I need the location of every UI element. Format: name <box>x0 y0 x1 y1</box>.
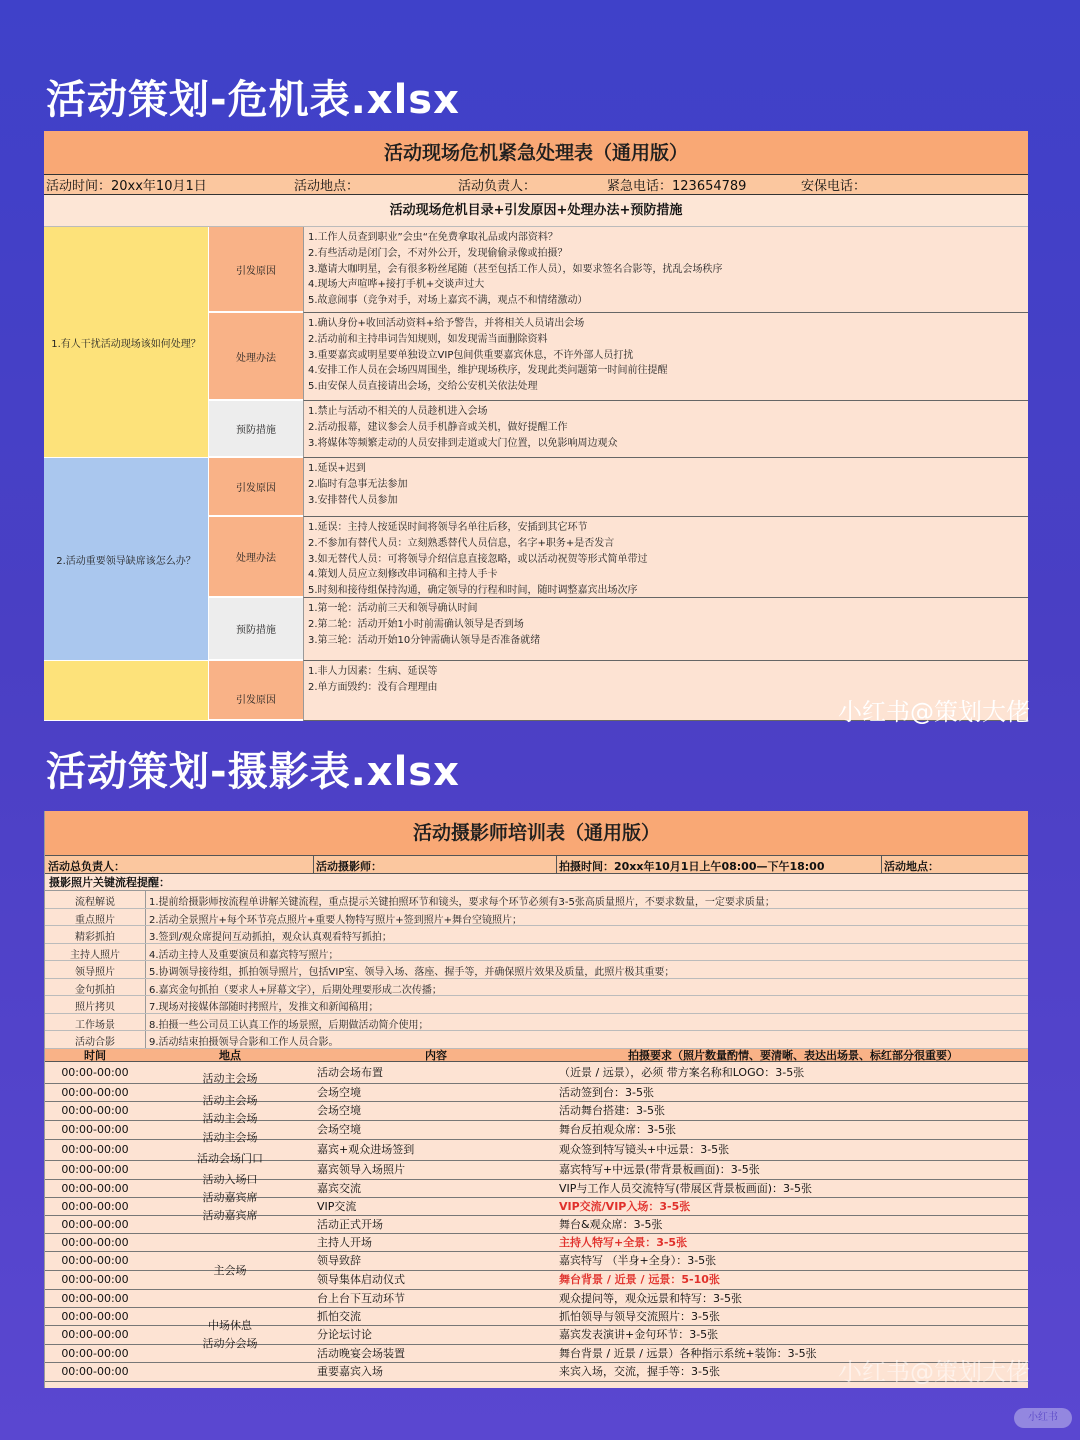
location-cell: 中场休息 <box>208 1318 252 1332</box>
info-security: 安保电话： <box>801 179 867 194</box>
location-cell: 活动主会场 <box>202 1130 258 1144</box>
line: 1.禁止与活动不相关的人员趁机进入会场 <box>308 406 488 417</box>
line: 2.单方面毁约：没有合理理由 <box>308 681 438 693</box>
q3-cause-label: 引发原因 <box>208 661 303 721</box>
row-time: 00:00-00:00 <box>61 1181 129 1195</box>
keypoint-key: 活动合影 <box>75 1037 115 1048</box>
row-requirement: （近景 / 远景），必须 带方案名称和LOGO：3-5张 <box>559 1065 805 1079</box>
line: 3.邀请大咖明星，会有很多粉丝尾随（甚至包括工作人员），如要求签名合影等，扰乱会场秩序 <box>308 263 723 275</box>
row-requirement: 活动舞台搭建：3-5张 <box>559 1103 665 1117</box>
row-requirement: VIP与工作人员交流特写(带展区背景板画面)：3-5张 <box>559 1181 812 1195</box>
keypoints-title: 摄影照片关键流程提醒： <box>45 874 1028 891</box>
row-time: 00:00-00:00 <box>61 1162 129 1176</box>
photo-table-title: 活动摄影师培训表（通用版） <box>45 811 1028 856</box>
keypoint-row <box>45 979 1028 997</box>
line: 3.如无替代人员：可将领导介绍信息直接忽略，或以活动祝贺等形式简单带过 <box>308 553 648 565</box>
keypoint-key: 照片拷贝 <box>75 1002 115 1013</box>
row-content: 会场空境 <box>317 1085 361 1099</box>
row-requirement: 嘉宾特写 （半身+全身）：3-5张 <box>559 1253 717 1267</box>
row-requirement: VIP交流/VIP入场：3-5张 <box>559 1199 691 1213</box>
row-requirement: 舞台反拍观众席：3-5张 <box>559 1122 676 1136</box>
schedule-row <box>45 1234 1028 1252</box>
line: 2.临时有急事无法参加 <box>308 478 408 490</box>
keypoint-value: 7.现场对接媒体部随时拷照片，发推文和新闻稿用； <box>149 1002 379 1013</box>
q1-prevent-content <box>303 401 1028 458</box>
keypoint-row <box>45 909 1028 927</box>
line: 2.不参加有替代人员：立刻熟悉替代人员信息，名字+职务+是否发言 <box>308 537 615 549</box>
q2-question: 2.活动重要领导缺席该怎么办？ <box>44 458 208 661</box>
row-content: 会场空境 <box>317 1103 361 1117</box>
info-photographer: 活动摄影师： <box>316 860 382 873</box>
q1-cause-label: 引发原因 <box>208 227 303 313</box>
watermark: 小红书@策划大佬 <box>838 1358 1030 1386</box>
row-time: 00:00-00:00 <box>61 1142 129 1156</box>
info-place: 活动地点： <box>884 860 939 873</box>
keypoint-value: 8.拍摄一些公司员工认真工作的场景照，后期做活动简介使用； <box>149 1019 429 1031</box>
watermark: 小红书@策划大佬 <box>838 698 1030 726</box>
q1-cause-content <box>303 227 1028 313</box>
q3-question <box>44 661 208 721</box>
crisis-table-title: 活动现场危机紧急处理表（通用版） <box>44 131 1028 175</box>
row-content: 分论坛讨论 <box>317 1327 372 1341</box>
section1-heading: 活动策划-危机表.xlsx <box>46 77 460 123</box>
row-time: 00:00-00:00 <box>61 1291 129 1305</box>
row-content: 台上台下互动环节 <box>317 1291 405 1305</box>
row-content: 领导集体启动仪式 <box>317 1272 405 1286</box>
row-time: 00:00-00:00 <box>61 1199 129 1213</box>
keypoint-row <box>45 891 1028 909</box>
row-requirement: 舞台&观众席：3-5张 <box>559 1217 663 1231</box>
info-time: 活动时间：20xx年10月1日 <box>46 179 207 194</box>
row-content: 重要嘉宾入场 <box>317 1364 383 1378</box>
keypoint-key: 工作场景 <box>75 1019 115 1031</box>
keypoints-list <box>45 891 1028 1049</box>
location-cell: 活动分会场 <box>202 1336 258 1350</box>
line: 2.第二轮：活动开始1小时前需确认领导是否到场 <box>308 618 524 630</box>
row-time: 00:00-00:00 <box>61 1253 129 1267</box>
schedule-row <box>45 1290 1028 1308</box>
info-place: 活动地点： <box>294 179 360 194</box>
keypoint-row <box>45 1014 1028 1032</box>
row-requirement: 活动签到台：3-5张 <box>559 1085 654 1099</box>
row-requirement: 抓怕领导与领导交流照片：3-5张 <box>559 1309 720 1323</box>
row-time: 00:00-00:00 <box>61 1327 129 1341</box>
line: 1.非人力因素：生病、延误等 <box>308 666 438 677</box>
line: 1.确认身份+收回活动资料+给予警告，并将相关人员请出会场 <box>308 318 585 329</box>
location-cell: 活动嘉宾席 <box>202 1190 258 1204</box>
section2-heading: 活动策划-摄影表.xlsx <box>46 749 460 795</box>
row-content: 活动正式开场 <box>317 1217 383 1231</box>
line: 3.安排替代人员参加 <box>308 494 398 506</box>
row-time: 00:00-00:00 <box>61 1217 129 1231</box>
line: 1.延误+迟到 <box>308 463 366 474</box>
row-time: 00:00-00:00 <box>61 1065 129 1079</box>
crisis-info-row <box>44 175 1028 195</box>
keypoint-value: 2.活动全景照片+每个环节亮点照片+重要人物特写照片+签到照片+舞台空镜照片； <box>149 914 523 926</box>
row-content: 嘉宾交流 <box>317 1181 361 1195</box>
corner-badge: 小红书 <box>1014 1408 1072 1428</box>
row-requirement: 嘉宾特写+中远景(带背景板画面)：3-5张 <box>559 1162 760 1176</box>
line: 4.策划人员应立刻修改串词稿和主持人手卡 <box>308 569 498 581</box>
line: 5.故意闹事（竞争对手，对场上嘉宾不满，观点不和情绪激动） <box>308 295 588 307</box>
line: 1.工作人员查到职业”会虫“在免费拿取礼品或内部资料？ <box>308 232 558 243</box>
row-content: 领导致辞 <box>317 1253 361 1267</box>
q1-handle-label: 处理办法 <box>208 313 303 401</box>
crisis-subtitle: 活动现场危机目录+引发原因+处理办法+预防措施 <box>44 195 1028 227</box>
row-time: 00:00-00:00 <box>61 1235 129 1249</box>
keypoint-key: 精彩抓拍 <box>75 932 115 943</box>
info-time: 拍摄时间：20xx年10月1日上午08:00—下午18:00 <box>559 860 825 873</box>
q2-prevent-content <box>303 598 1028 661</box>
q1-question: 1.有人干扰活动现场该如何处理？ <box>44 227 208 458</box>
line: 2.有些活动是闭门会，不对外公开，发现偷偷录像或拍摄？ <box>308 247 568 259</box>
keypoint-value: 5.协调领导接待组，抓拍领导照片，包括VIP室、领导入场、落座、握手等，并确保照片效果及质量，此照片极其重要； <box>149 967 675 978</box>
q1-handle-content <box>303 313 1028 401</box>
info-emergency: 紧急电话：123654789 <box>607 179 747 194</box>
line: 1.第一轮：活动前三天和领导确认时间 <box>308 603 478 614</box>
row-requirement: 舞台背景 / 近景 / 远景）各种指示系统+装饰：3-5张 <box>559 1346 817 1360</box>
line: 3.将媒体等频繁走动的人员安排到走道或大门位置，以免影响周边观众 <box>308 437 618 449</box>
photo-info-row <box>45 856 1028 874</box>
keypoint-key: 流程解说 <box>75 897 115 908</box>
keypoint-key: 领导照片 <box>75 967 115 978</box>
row-requirement: 观众提问等，观众远景和特写：3-5张 <box>559 1291 742 1305</box>
row-content: 嘉宾领导入场照片 <box>317 1162 405 1176</box>
row-requirement: 主持人特写+全景：3-5张 <box>559 1235 688 1249</box>
q2-handle-label: 处理办法 <box>208 517 303 598</box>
header-location: 地点 <box>219 1048 241 1062</box>
keypoint-row <box>45 996 1028 1014</box>
row-time: 00:00-00:00 <box>61 1346 129 1360</box>
header-time: 时间 <box>84 1048 106 1062</box>
keypoint-row <box>45 961 1028 979</box>
keypoint-key: 金句抓拍 <box>75 984 115 996</box>
line: 3.重要嘉宾或明星要单独设立VIP包间供重要嘉宾休息，不许外部人员打扰 <box>308 349 634 361</box>
crisis-sheet <box>44 131 1028 706</box>
keypoint-value: 1.提前给摄影师按流程单讲解关键流程，重点提示关键拍照环节和镜头，要求每个环节必须有3-5张高质量照片，不要求数量，一定要求质量； <box>149 897 775 908</box>
row-content: 活动会场布置 <box>317 1065 383 1079</box>
location-cell: 活动主会场 <box>202 1111 258 1125</box>
row-requirement: 嘉宾发表演讲+金句环节：3-5张 <box>559 1327 719 1341</box>
keypoint-value: 4.活动主持人及重要演员和嘉宾特写照片； <box>149 949 339 961</box>
line: 3.第三轮：活动开始10分钟需确认领导是否准备就绪 <box>308 634 541 646</box>
q2-prevent-label: 预防措施 <box>208 598 303 661</box>
keypoint-row <box>45 926 1028 944</box>
row-content: 活动晚宴会场装置 <box>317 1346 405 1360</box>
row-time: 00:00-00:00 <box>61 1309 129 1323</box>
line: 5.时刻和接待组保持沟通，确定领导的行程和时间，随时调整嘉宾出场次序 <box>308 585 638 597</box>
q2-cause-label: 引发原因 <box>208 458 303 517</box>
info-owner: 活动负责人： <box>458 179 537 194</box>
location-cell: 活动会场门口 <box>197 1151 263 1165</box>
line: 2.活动报幕，建议参会人员手机静音或关机，做好提醒工作 <box>308 421 568 433</box>
keypoint-row <box>45 1031 1028 1049</box>
row-content: VIP交流 <box>317 1199 357 1213</box>
row-requirement: 观众签到特写镜头+中远景：3-5张 <box>559 1142 730 1156</box>
row-time: 00:00-00:00 <box>61 1272 129 1286</box>
line: 4.现场大声喧哗+接打手机+交谈声过大 <box>308 279 485 291</box>
line: 5.由安保人员直接请出会场，交给公安机关依法处理 <box>308 381 538 393</box>
keypoint-key: 主持人照片 <box>70 949 120 961</box>
row-time: 00:00-00:00 <box>61 1364 129 1378</box>
row-time: 00:00-00:00 <box>61 1122 129 1136</box>
q2-cause-content <box>303 458 1028 517</box>
keypoint-value: 3.签到/观众席提问互动抓拍，观众认真观看特写抓拍； <box>149 932 392 943</box>
row-content: 抓怕交流 <box>317 1309 361 1323</box>
row-content: 嘉宾+观众进场签到 <box>317 1142 415 1156</box>
q2-handle-content <box>303 517 1028 598</box>
keypoint-value: 9.活动结束拍摄领导合影和工作人员合影。 <box>149 1037 339 1048</box>
location-cell: 活动主会场 <box>202 1093 258 1107</box>
info-lead: 活动总负责人： <box>48 860 125 873</box>
row-content: 会场空境 <box>317 1122 361 1136</box>
row-requirement: 来宾入场，交流，握手等：3-5张 <box>559 1364 720 1378</box>
keypoint-key: 重点照片 <box>75 914 115 926</box>
location-cell: 主会场 <box>213 1263 247 1277</box>
location-cell: 活动主会场 <box>202 1071 258 1085</box>
keypoint-row <box>45 944 1028 962</box>
line: 2.活动前和主持串词告知规则，如发现需当面删除资料 <box>308 333 548 345</box>
schedule-header <box>45 1049 1028 1062</box>
keypoint-value: 6.嘉宾金句抓拍（要求人+屏幕文字），后期处理要形成二次传播； <box>149 984 442 996</box>
row-time: 00:00-00:00 <box>61 1103 129 1117</box>
location-cell: 活动嘉宾席 <box>202 1208 258 1222</box>
line: 1.延误：主持人按延误时间将领导名单往后移，安插到其它环节 <box>308 522 588 533</box>
q1-prevent-label: 预防措施 <box>208 401 303 458</box>
row-content: 主持人开场 <box>317 1235 372 1249</box>
location-cell: 活动入场口 <box>202 1172 258 1186</box>
line: 4.安排工作人员在会场四周围坐，维护现场秩序，发现此类问题第一时间前往提醒 <box>308 365 668 377</box>
row-time: 00:00-00:00 <box>61 1085 129 1099</box>
header-content: 内容 <box>425 1048 447 1062</box>
header-requirement: 拍摄要求（照片数量酌情、要清晰、表达出场景、标红部分很重要） <box>628 1048 958 1062</box>
row-requirement: 舞台背景 / 近景 / 远景：5-10张 <box>559 1272 720 1286</box>
photography-sheet <box>44 811 1028 1388</box>
